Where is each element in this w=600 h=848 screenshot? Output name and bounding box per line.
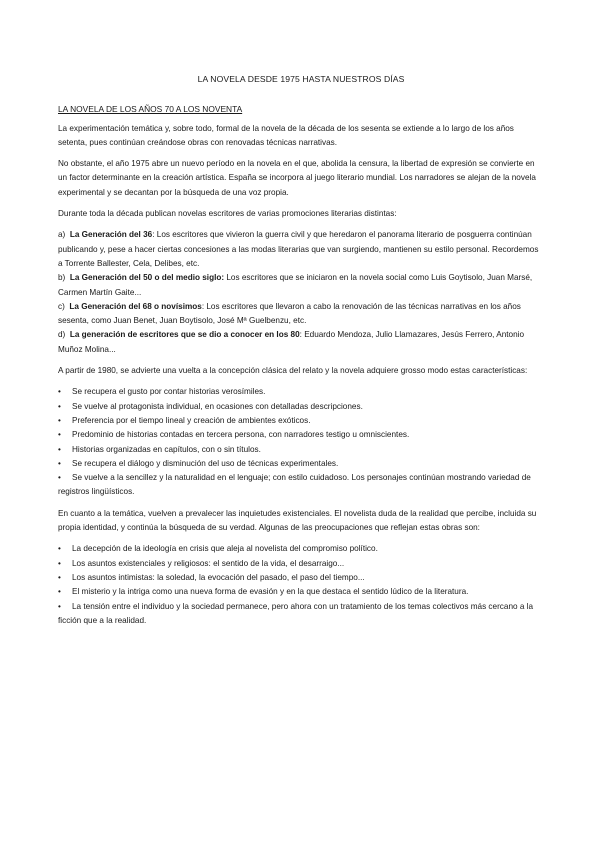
bullet-icon: • — [58, 587, 61, 597]
bullet-icon: • — [58, 544, 61, 554]
list-item — [58, 571, 544, 585]
generation-marker: d) — [58, 330, 66, 340]
list-item-text: Historias organizadas en capítulos, con o sin títulos. — [72, 444, 261, 454]
generation-marker: b) — [58, 273, 66, 283]
bullet-icon: • — [58, 558, 61, 568]
concerns-list — [58, 542, 544, 628]
generation-text: : Los escritores que llevaron a cabo la renovación de las técnicas narrativas en los años sesenta, como Juan Benet, Juan Boytisolo, José Mª Guelbenzu, etc. — [58, 301, 521, 326]
list-item-text: Se vuelve al protagonista individual, en ocasiones con detalladas descripciones. — [72, 401, 363, 411]
paragraph-1980: A partir de 1980, se advierte una vuelta a la concepción clásica del relato y la novela adquiere grosso modo estas características: — [58, 366, 528, 376]
generation-term: La generación de escritores que se dio a conocer en los 80 — [69, 330, 300, 340]
generation-item — [58, 228, 544, 271]
generation-item — [58, 271, 544, 300]
generation-term: La Generación del 68 o novísimos — [69, 301, 202, 311]
bullet-icon: • — [58, 473, 61, 483]
list-item-text: La decepción de la ideología en crisis que aleja al novelista del compromiso político. — [72, 544, 378, 554]
list-item — [58, 557, 544, 571]
list-item-text: Los asuntos intimistas: la soledad, la evocación del pasado, el paso del tiempo... — [72, 572, 365, 582]
bullet-icon: • — [58, 458, 61, 468]
list-item-text: Se recupera el diálogo y disminución del uso de técnicas experimentales. — [72, 458, 339, 468]
list-item — [58, 585, 544, 599]
list-item — [58, 443, 544, 457]
list-item-text: Los asuntos existenciales y religiosos: el sentido de la vida, el desarraigo... — [72, 558, 345, 568]
generation-text: : Los escritores que vivieron la guerra civil y que heredaron el panorama literario de posguerra continúan publicando y, pese a hacer ciertas concesiones a las modas literarias que van surgiendo, mantienen su estilo personal. Recordemos a Torrente Ballester, Cela, Delibes, etc. — [58, 230, 539, 268]
list-item — [58, 385, 544, 399]
list-item-text: Predominio de historias contadas en tercera persona, con narradores testigo u omniscientes. — [72, 430, 410, 440]
generation-text: : Eduardo Mendoza, Julio Llamazares, Jesús Ferrero, Antonio Muñoz Molina... — [58, 330, 525, 354]
generation-term: La Generación del 36 — [69, 230, 153, 240]
list-item-text: La tensión entre el individuo y la sociedad permanece, pero ahora con un tratamiento de los temas colectivos más cercano a la ficción que a la realidad. — [58, 601, 534, 625]
bullet-icon: • — [58, 572, 61, 582]
list-item-text: El misterio y la intriga como una nueva forma de evasión y en la que destaca el sentido lúdico de la literatura. — [72, 587, 469, 597]
generation-term: La Generación del 50 o del medio siglo: — [69, 273, 225, 283]
list-item-text: Preferencia por el tiempo lineal y creación de ambientes exóticos. — [72, 415, 311, 425]
paragraph-intro: La experimentación temática y, sobre todo, formal de la novela de la década de los sesenta se extiende a lo largo de los años setenta, pues continúan creándose obras con renovadas técnicas narrativas. — [58, 123, 514, 147]
generation-marker: a) — [58, 230, 66, 240]
bullet-icon: • — [58, 444, 61, 454]
characteristics-list — [58, 385, 544, 499]
paragraph-generations-intro: Durante toda la década publican novelas escritores de varias promociones literarias distintas: — [58, 209, 397, 219]
section-heading: LA NOVELA DE LOS AÑOS 70 A LOS NOVENTA — [58, 104, 243, 115]
bullet-icon: • — [58, 401, 61, 411]
list-item-text: Se recupera el gusto por contar historias verosímiles. — [72, 387, 266, 397]
paragraph-tematica: En cuanto a la temática, vuelven a prevalecer las inquietudes existenciales. El novelista duda de la realidad que percibe, incluida su propia identidad, y continúa la búsqueda de su verdad. Algunas de las preocupaciones que reflejan estas obras son: — [58, 508, 537, 533]
list-item-text: Se vuelve a la sencillez y la naturalidad en el lenguaje; con estilo cuidadoso. Los personajes continúan mostrando variedad de registros lingüísticos. — [58, 473, 531, 497]
generations-list — [58, 228, 544, 357]
list-item — [58, 471, 544, 500]
generation-item — [58, 300, 544, 329]
list-item — [58, 400, 544, 414]
generation-text: Los escritores que se iniciaron en la novela social como Luis Goytisolo, Juan Marsé, Carmen Martín Gaite... — [58, 273, 533, 297]
list-item — [58, 542, 544, 556]
bullet-icon: • — [58, 415, 61, 425]
list-item — [58, 457, 544, 471]
list-item — [58, 414, 544, 428]
generation-item — [58, 328, 544, 357]
bullet-icon: • — [58, 601, 61, 611]
document-title: LA NOVELA DESDE 1975 HASTA NUESTROS DÍAS — [197, 74, 405, 84]
generation-marker: c) — [58, 301, 65, 311]
list-item — [58, 428, 544, 442]
list-item — [58, 600, 544, 629]
paragraph-1975: No obstante, el año 1975 abre un nuevo período en la novela en el que, abolida la censura, la libertad de expresión se convierte en un factor determinante en la creación artística. España se incorpora al juego literario mundial. Los narradores se alejan de la novela experimental y se decantan por la búsqueda de una voz propia. — [58, 159, 536, 197]
bullet-icon: • — [58, 387, 61, 397]
bullet-icon: • — [58, 430, 61, 440]
